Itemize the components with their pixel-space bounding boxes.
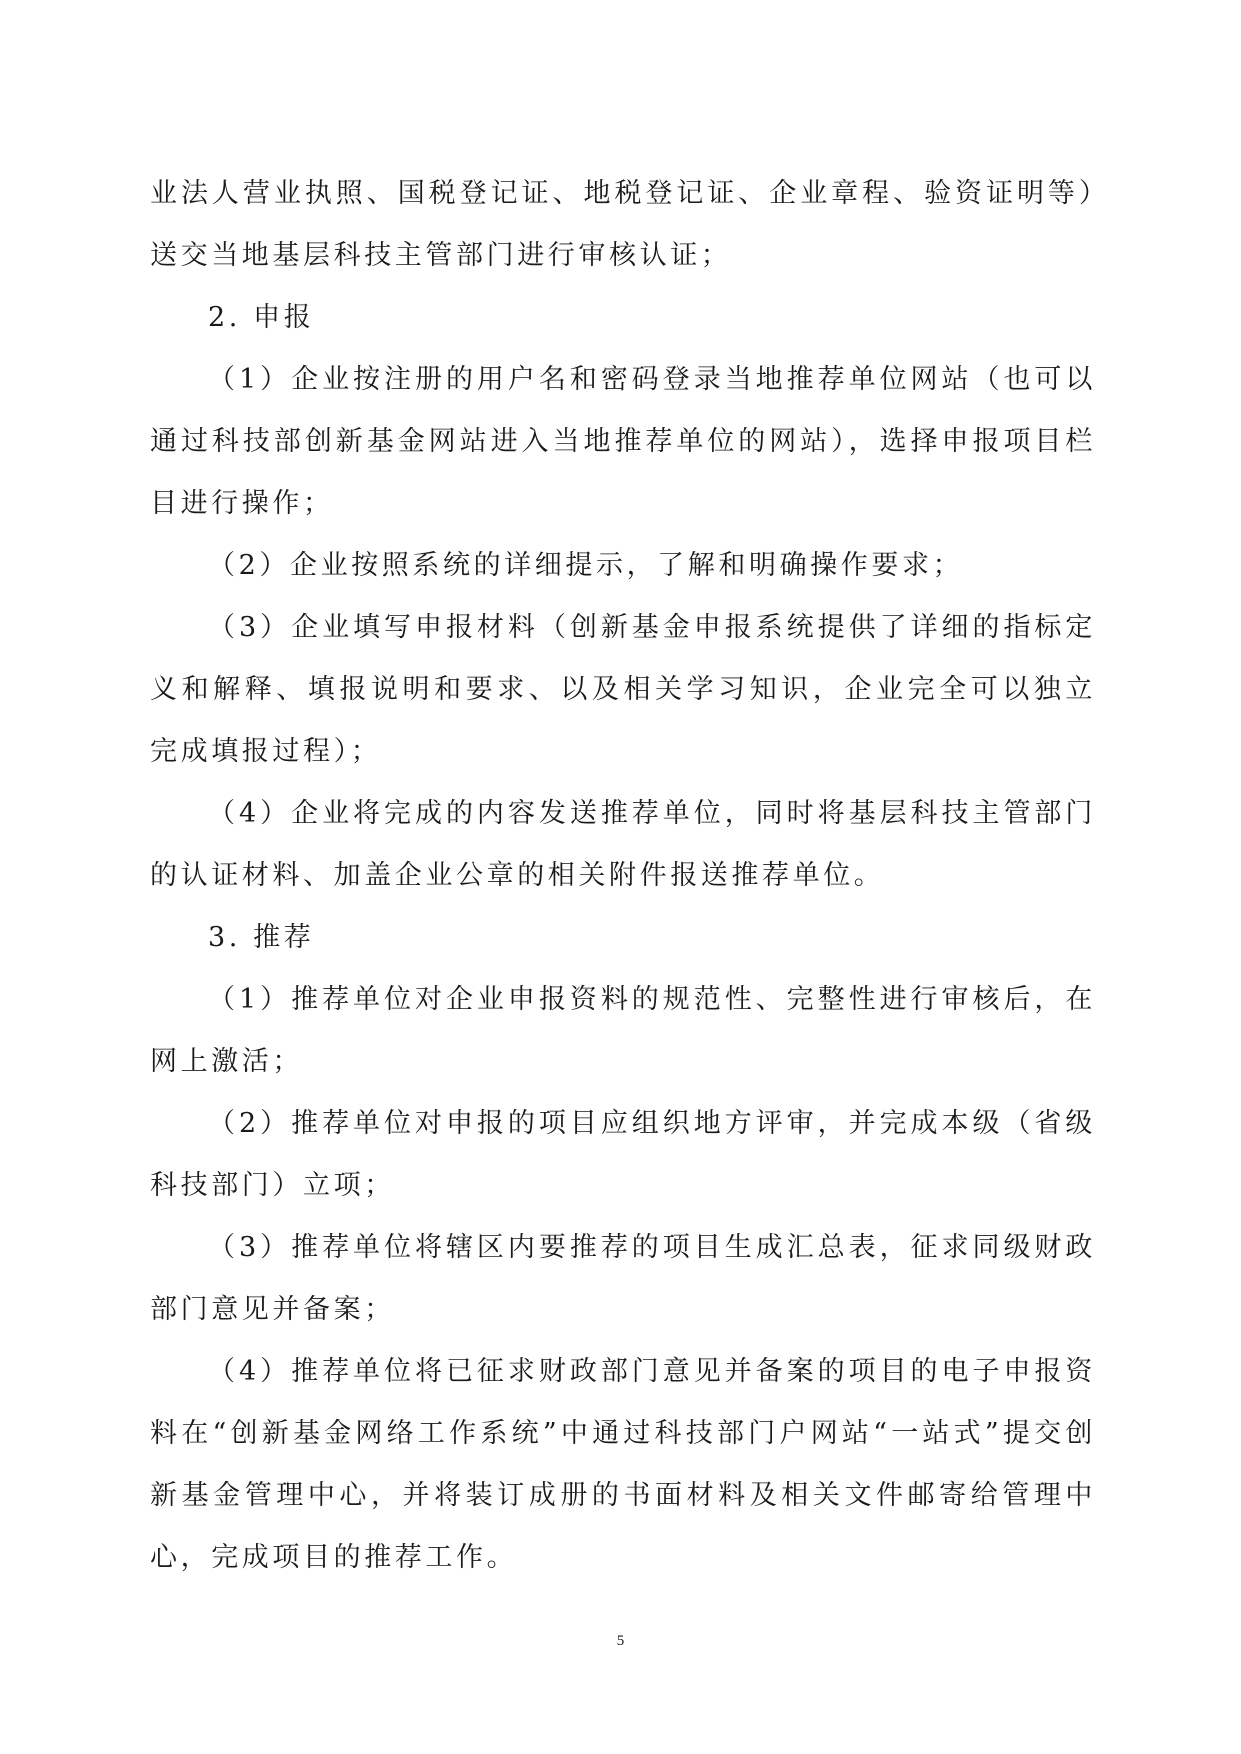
section-heading-application: 2. 申报 [208,302,315,333]
paragraph-application-step-1: （1）企业按注册的用户名和密码登录当地推荐单位网站（也可以通过科技部创新基金网站进入当地推荐单位的网站），选择申报项目栏目进行操作； [150,364,1096,519]
paragraph-registration-continuation: 业法人营业执照、国税登记证、地税登记证、企业章程、验资证明等）送交当地基层科技主管部门进行审核认证； [150,178,1096,271]
paragraph-application-step-2: （2）企业按照系统的详细提示，了解和明确操作要求； [208,550,964,581]
paragraph-application-step-3: （3）企业填写申报材料（创新基金申报系统提供了详细的指标定义和解释、填报说明和要求、以及相关学习知识，企业完全可以独立完成填报过程）； [150,612,1096,767]
paragraph-recommendation-step-4: （4）推荐单位将已征求财政部门意见并备案的项目的电子申报资料在“创新基金网络工作系统”中通过科技部门户网站“一站式”提交创新基金管理中心，并将装订成册的书面材料及相关文件邮寄给管理中心，完成项目的推荐工作。 [150,1356,1096,1573]
page-number: 5 [616,1633,625,1649]
document-body [150,163,1096,1589]
paragraph-recommendation-step-1: （1）推荐单位对企业申报资料的规范性、完整性进行审核后，在网上激活； [150,984,1096,1077]
paragraph-recommendation-step-3: （3）推荐单位将辖区内要推荐的项目生成汇总表，征求同级财政部门意见并备案； [150,1232,1096,1325]
section-heading-recommendation: 3. 推荐 [208,922,315,953]
paragraph-application-step-4: （4）企业将完成的内容发送推荐单位，同时将基层科技主管部门的认证材料、加盖企业公章的相关附件报送推荐单位。 [150,798,1096,891]
paragraph-recommendation-step-2: （2）推荐单位对申报的项目应组织地方评审，并完成本级（省级科技部门）立项； [150,1108,1096,1201]
